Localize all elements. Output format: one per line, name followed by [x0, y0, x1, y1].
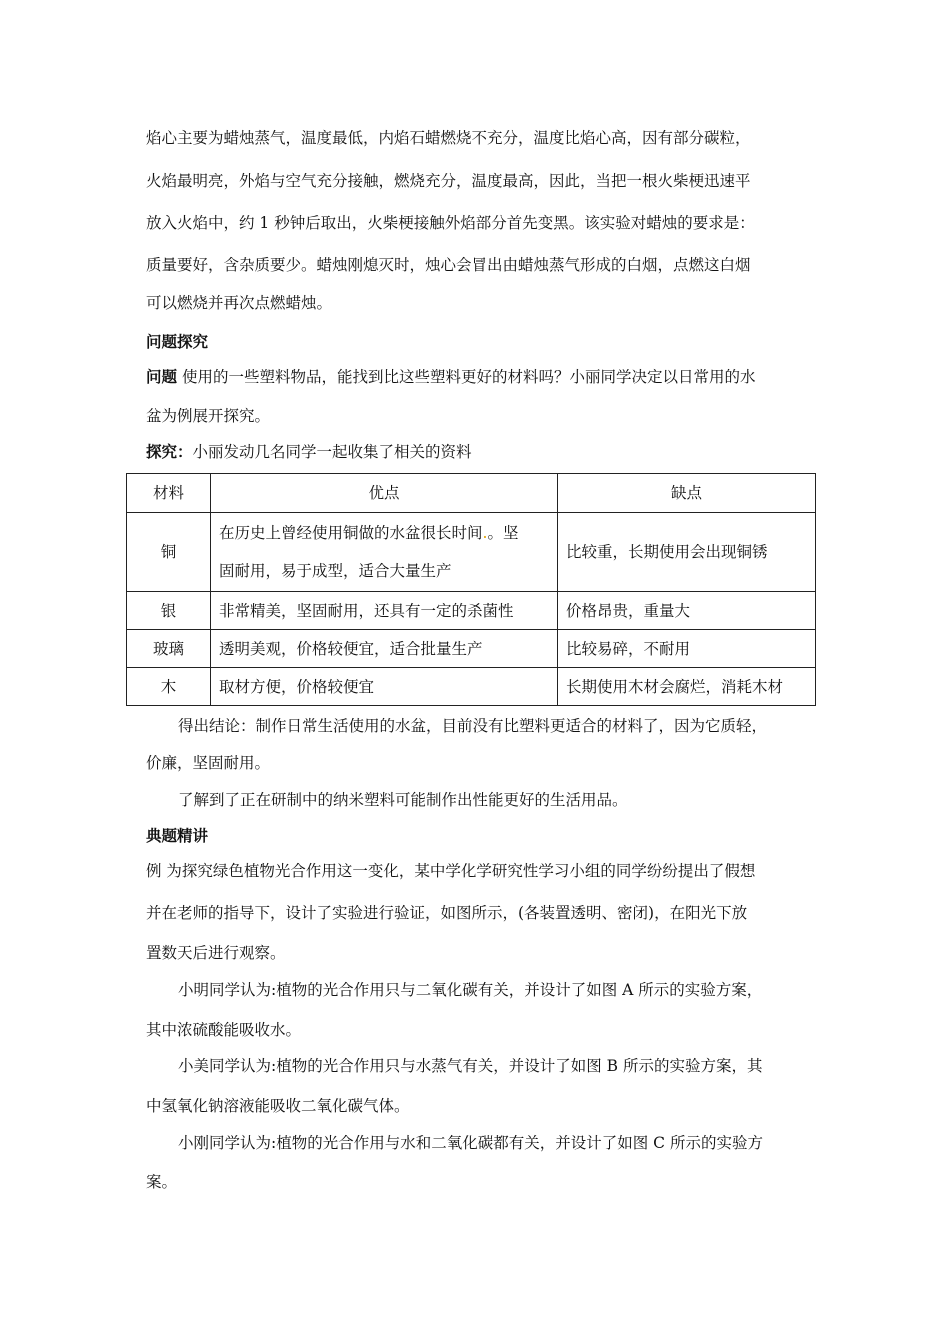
cons-cell: 价格昂贵，重量大 — [558, 592, 816, 630]
materials-table — [126, 473, 816, 706]
annotation-mark: . — [482, 524, 488, 542]
pros-text: 。坚 — [487, 524, 519, 542]
intro-line-5: 可以燃烧并再次点燃蜡烛。 — [146, 294, 333, 312]
section-heading-inquiry: 问题探究 — [146, 332, 209, 351]
example-line-3: 置数天后进行观察。 — [146, 944, 286, 962]
xiaoming-line-1: 小明同学认为:植物的光合作用只与二氧化碳有关，并设计了如图 A 所示的实验方案， — [178, 981, 763, 999]
question-text: 使用的一些塑料物品，能找到比这些塑料更好的材料吗？小丽同学决定以日常用的水 — [177, 368, 756, 386]
conclusion-line-1: 得出结论：制作日常生活使用的水盆，目前没有比塑料更适合的材料了，因为它质轻， — [178, 717, 768, 735]
header-material: 材料 — [127, 474, 211, 513]
pros-cell — [211, 513, 558, 592]
explore-line — [146, 442, 472, 462]
header-cons: 缺点 — [558, 474, 816, 513]
xiaomei-line-1: 小美同学认为:植物的光合作用只与水蒸气有关，并设计了如图 B 所示的实验方案，其 — [178, 1057, 763, 1075]
table-row — [127, 630, 816, 668]
explore-label: 探究： — [146, 442, 193, 461]
intro-line-2: 火焰最明亮，外焰与空气充分接触，燃烧充分，温度最高，因此，当把一根火柴梗迅速平 — [146, 172, 751, 190]
intro-line-1: 焰心主要为蜡烛蒸气，温度最低，内焰石蜡燃烧不充分，温度比焰心高，因有部分碳粒， — [146, 129, 751, 147]
conclusion-line-2: 价廉，坚固耐用。 — [146, 754, 271, 772]
example-line-1: 例 为探究绿色植物光合作用这一变化，某中学化学研究性学习小组的同学纷纷提出了假想 — [146, 862, 756, 880]
material-cell: 玻璃 — [127, 630, 211, 668]
pros-cell: 透明美观，价格较便宜，适合批量生产 — [211, 630, 558, 668]
question-label: 问题 — [146, 367, 178, 386]
table-row — [127, 592, 816, 630]
pros-text: 固耐用，易于成型，适合大量生产 — [219, 562, 452, 580]
pros-text: 在历史上曾经使用铜做的水盆很长时间 — [219, 524, 483, 542]
cons-cell: 比较重，长期使用会出现铜锈 — [558, 513, 816, 592]
cons-cell: 比较易碎，不耐用 — [558, 630, 816, 668]
question-line-2: 盆为例展开探究。 — [146, 407, 271, 425]
intro-line-4: 质量要好，含杂质要少。蜡烛刚熄灭时，烛心会冒出由蜡烛蒸气形成的白烟，点燃这白烟 — [146, 256, 751, 274]
example-line-2: 并在老师的指导下，设计了实验进行验证，如图所示，(各装置透明、密闭)，在阳光下放 — [146, 904, 748, 922]
xiaoming-line-2: 其中浓硫酸能吸收水。 — [146, 1021, 302, 1039]
table-row — [127, 668, 816, 706]
table-row — [127, 513, 816, 592]
explore-text: 小丽发动几名同学一起收集了相关的资料 — [192, 443, 472, 461]
header-pros: 优点 — [211, 474, 558, 513]
cons-cell: 长期使用木材会腐烂，消耗木材 — [558, 668, 816, 706]
xiaogang-line-1: 小刚同学认为:植物的光合作用与水和二氧化碳都有关，并设计了如图 C 所示的实验方 — [178, 1134, 763, 1152]
material-cell: 铜 — [127, 513, 211, 592]
section-heading-example: 典题精讲 — [146, 826, 209, 845]
conclusion-line-3: 了解到了正在研制中的纳米塑料可能制作出性能更好的生活用品。 — [178, 791, 628, 809]
pros-cell: 取材方便，价格较便宜 — [211, 668, 558, 706]
question-line-1 — [146, 367, 755, 387]
intro-line-3: 放入火焰中，约 1 秒钟后取出，火柴梗接触外焰部分首先变黑。该实验对蜡烛的要求是： — [146, 214, 755, 232]
material-cell: 银 — [127, 592, 211, 630]
pros-cell: 非常精美，坚固耐用，还具有一定的杀菌性 — [211, 592, 558, 630]
xiaogang-line-2: 案。 — [146, 1173, 178, 1191]
table-header-row — [127, 474, 816, 513]
material-cell: 木 — [127, 668, 211, 706]
xiaomei-line-2: 中氢氧化钠溶液能吸收二氧化碳气体。 — [146, 1097, 410, 1115]
